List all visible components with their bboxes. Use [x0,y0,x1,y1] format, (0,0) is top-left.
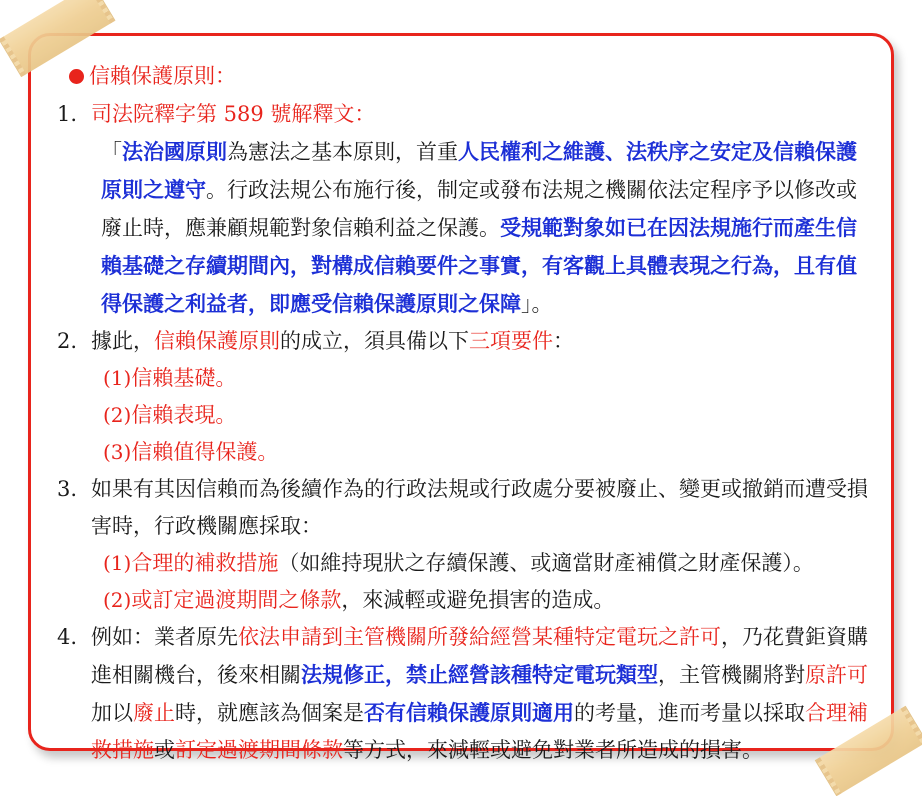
item4-run-15: 等方式，來減輕或避免對業者所造成的損害。 [343,738,763,762]
item2-run-1: 據此， [91,329,154,353]
list-item-3-number: 3. [57,477,78,501]
list-item-1 [57,96,871,323]
heading-row [69,58,871,95]
page-title: 信賴保護原則： [89,64,236,88]
item2-run-4: 三項要件 [469,329,553,353]
list-item-2 [57,323,871,471]
item4-run-2: 依法申請到主管機關所發給經營某種特定電玩之許可 [238,625,721,649]
quote-close: 」。 [521,292,553,316]
item4-run-7: 加以 [91,701,133,725]
sub-item-2-2-text: 信賴表現。 [131,403,237,427]
sub-item-3-1 [91,545,871,582]
sub-item-2-3 [91,434,871,471]
list-item-2-number: 2. [57,329,78,353]
sub-item-2-3-marker: (3) [103,440,132,464]
item4-run-4: 法規修正，禁止經營該種特定電玩類型 [301,662,658,687]
list-item-4-text [91,619,871,769]
list-item-4-number: 4. [57,625,78,649]
sub-item-3-1-marker: (1) [103,551,132,575]
quote-run-4: 。行政法規公布施行後，制定或發布法規之機關依法定程序予以修改或廢止時，應兼顧規範對象信賴利益之保護。 [101,178,857,240]
note-content [31,36,897,769]
item4-run-1: 例如：業者原先 [91,625,238,649]
sub-item-2-1-marker: (1) [103,366,132,390]
quote-run-3: 人民權利之維護、法秩序之安定及信賴保護原則之遵守 [101,139,857,202]
list-item-3 [57,471,871,619]
item4-run-5: ，主管機關將對 [658,663,805,687]
quote-open: 「 [101,140,122,164]
item4-run-9: 時，就應該為個案是 [175,701,364,725]
quote-run-2: 為憲法之基本原則，首重 [227,140,458,164]
item2-run-3: 的成立，須具備以下 [280,329,469,353]
sub-item-2-3-text: 信賴值得保護。 [131,440,279,464]
sub-item-3-2-text [131,582,871,619]
sub-item-2-1 [91,360,871,397]
list-item-1-number: 1. [57,102,78,126]
item4-run-6: 原許可 [805,663,868,687]
item4-run-14: 訂定過渡期間條款 [175,738,343,762]
item4-run-11: 的考量，進而考量以採取 [574,701,805,725]
item4-run-8: 廢止 [133,701,175,725]
sub-item-2-1-text: 信賴基礎。 [131,366,237,390]
item4-run-3: ，乃花費鉅資購進相關機台，後來相關 [91,625,868,687]
quote-run-1: 法治國原則 [122,139,227,164]
sub-3-2-run-2: ，來減輕或避免損害的造成。 [341,588,615,612]
item2-run-5: ： [553,329,574,353]
list-item-3-text: 如果有其因信賴而為後續作為的行政法規或行政處分要被廢止、變更或撤銷而遭受損害時，行政機關應採取： [91,477,868,538]
note-frame [28,33,894,762]
item2-run-2: 信賴保護原則 [154,329,280,353]
filled-circle-icon [69,69,84,84]
list-item-1-title: 司法院釋字第 589 號解釋文： [91,102,376,126]
item4-run-12: 合理補救措施 [91,701,868,762]
sub-item-3-2 [91,582,871,619]
sub-item-3-2-marker: (2) [103,588,132,612]
list-item-4 [57,619,871,769]
item4-run-10: 否有信賴保護原則適用 [364,700,574,725]
list-item-1-quote [91,133,871,323]
item4-run-13: 或 [154,738,175,762]
sub-3-1-run-2: （如維持現狀之存續保護、或適當財產補償之財產保護）。 [278,551,814,575]
sub-item-3-1-text [131,545,871,582]
sub-3-1-run-1: 合理的補救措施 [131,551,279,575]
list-item-2-text [91,323,871,360]
sub-3-2-run-1: 或訂定過渡期間之條款 [131,588,342,612]
sub-item-2-2-marker: (2) [103,403,132,427]
quote-run-5: 受規範對象如已在因法規施行而產生信賴基礎之存續期間內，對構成信賴要件之事實，有客觀上具體表現之行為，且有值得保護之利益者，即應受信賴保護原則之保障 [101,215,857,316]
sub-item-2-2 [91,397,871,434]
clause-list [57,96,871,769]
